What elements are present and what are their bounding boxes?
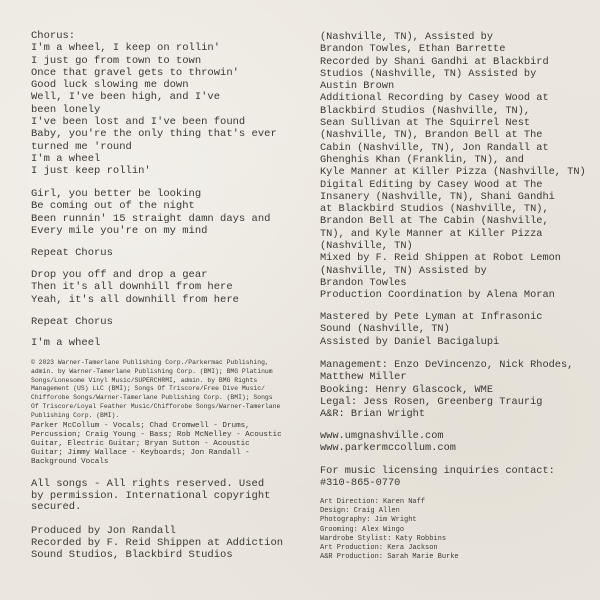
repeat-chorus-1: Repeat Chorus (31, 247, 113, 259)
bridge-lyrics: Drop you off and drop a gear Then it's all downhill from here Yeah, it's all downhill from here (31, 269, 239, 306)
licensing-text: For music licensing inquiries contact: (320, 465, 555, 477)
art-credits: Art Direction: Karen Naff Design: Craig Allen Photography: Jim Wright Grooming: Alex Wingo Wardrobe Stylist: Katy Robbins Art Production: Kera Jackson A&R Production: Sarah Marie Burke (320, 498, 459, 562)
management-credits: Management: Enzo DeVincenzo, Nick Rhodes, Matthew Miller Booking: Henry Glascock, WME Legal: Jess Rosen, Greenberg Traurig A&R: Brian Wright (320, 359, 574, 421)
recording-credits: (Nashville, TN), Assisted by Brandon Towles, Ethan Barrette Recorded by Shani Gandhi at Blackbird Studios (Nashville, TN) Assisted by Austin Brown Additional Recording by Casey Wood at Blackbird Studios (Nashville, TN), Sean Sullivan at The Squirrel Nest (Nashville, TN), Brandon Bell at The Cabin (Nashville, TN), Jon Randall at Ghenghis Khan (Franklin, TN), and Kyle Manner at Killer Pizza (Nashville, TN) Digital Editing by Casey Wood at The Insanery (Nashville, TN), Shani Gandhi at Blackbird Studios (Nashville, TN), Brandon Bell at The Cabin (Nashville, TN), and Kyle Manner at Killer Pizza (Nashville, TN) Mixed by F. Reid Shippen at Robot Lemon (Nashville, TN) Assisted by Brandon Towles Production Coordination by Alena Moran (320, 31, 586, 302)
rights-notice: All songs - All rights reserved. Used by permission. International copyright secured. (31, 478, 271, 514)
chorus-lyrics: Chorus: I'm a wheel, I keep on rollin' I just go from town to town Once that gravel gets to throwin' Good luck slowing me down Well, I've been high, and I've been lonely I've been lost and I've been found Baby, you're the only thing that's ever turned me 'round I'm a wheel I just keep rollin' (31, 30, 277, 178)
website-link-umg[interactable]: www.umgnashville.com (320, 430, 444, 442)
mastering-credits: Mastered by Pete Lyman at Infrasonic Sound (Nashville, TN) Assisted by Daniel Bacigalupi (320, 311, 543, 348)
publishing-copyright: © 2023 Warner-Tamerlane Publishing Corp./Parkermac Publishing, admin. by Warner-Tamerlane Publishing Corp. (BMI); BMG Platinum Songs/Lonesome Vinyl Music/SUPERCHRMI, admin. by BMG Rights Management (US) LLC (BMI); Songs Of Triscore/Free Dive Music/ Chifforobe Songs/Warner-Tamerlane Publishing Corp. (BMI); Songs Of Triscore/Loyal Feather Music/Chifforobe Songs/Warner-Tamerlane Publishing Corp. (BMI). (31, 359, 281, 419)
production-credits: Produced by Jon Randall Recorded by F. Reid Shippen at Addiction Sound Studios, Blackbird Studios (31, 525, 284, 561)
verse-lyrics: Girl, you better be looking Be coming out of the night Been runnin' 15 straight damn days and Every mile you're on my mind (31, 188, 271, 237)
licensing-phone: #310-865-0770 (320, 477, 401, 489)
website-link-artist[interactable]: www.parkermccollum.com (320, 442, 456, 454)
musician-credits: Parker McCollum - Vocals; Chad Cromwell - Drums, Percussion; Craig Young - Bass; Rob McNelley - Acoustic Guitar, Electric Guitar; Bryan Sutton - Acoustic Guitar; Jimmy Wallace - Keyboards; Jon Randall - Background Vocals (31, 422, 282, 466)
outro-lyrics: I'm a wheel (31, 337, 101, 349)
repeat-chorus-2: Repeat Chorus (31, 316, 113, 328)
